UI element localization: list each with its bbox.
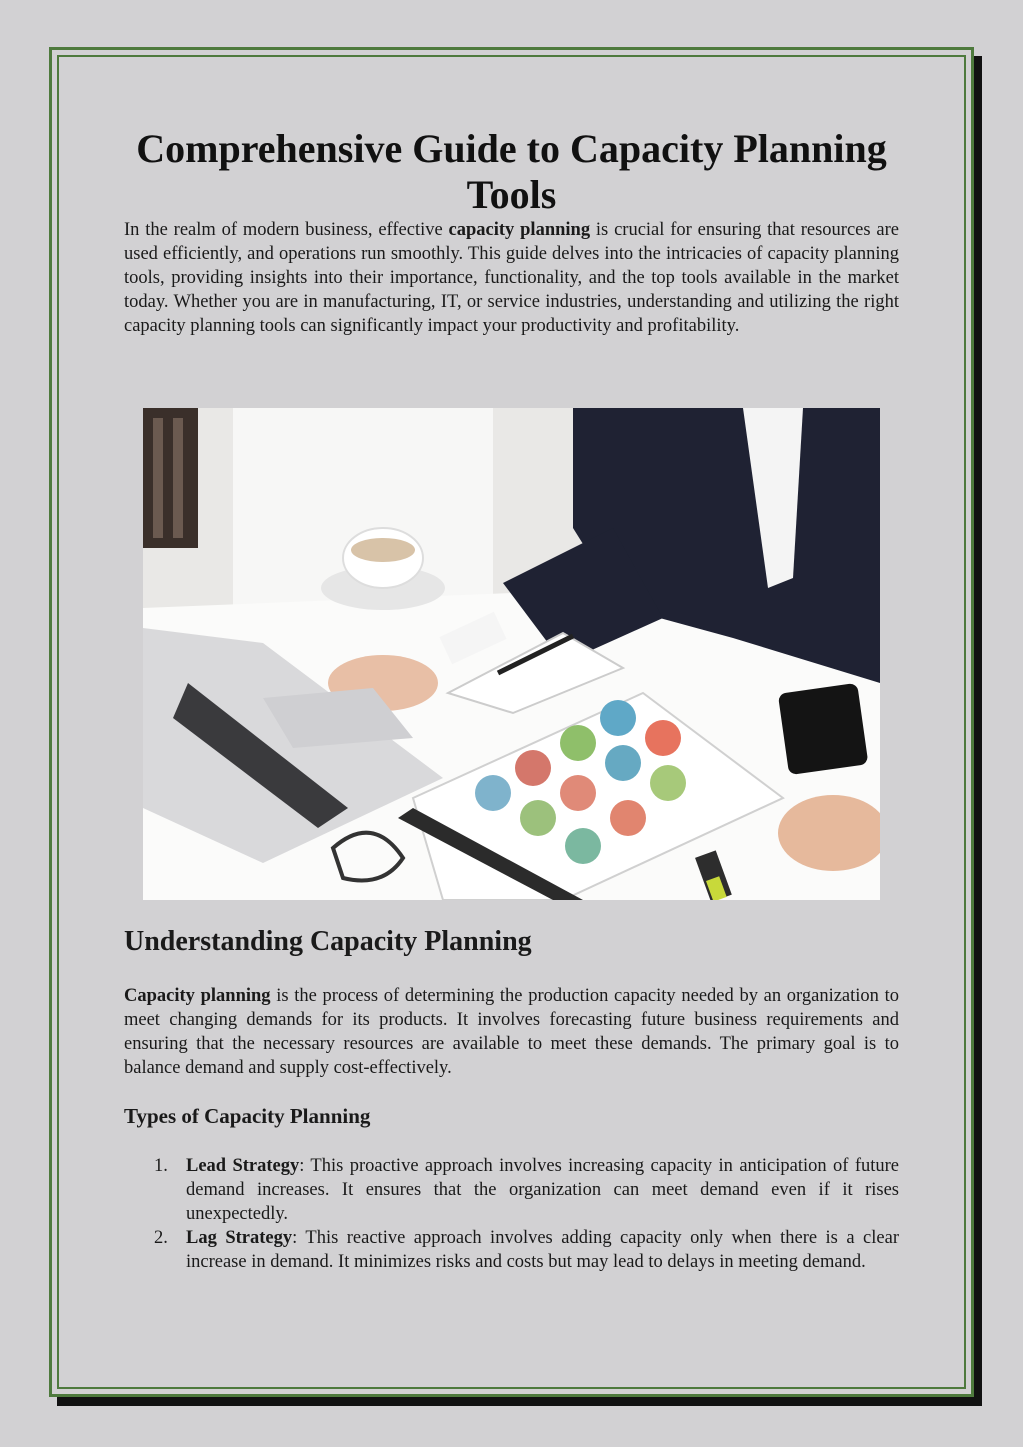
- types-heading: Types of Capacity Planning: [124, 1104, 371, 1128]
- definition-text: is the process of determining the production capacity needed by an organization to meet changing demands for its products. It involves forecasting future business requirements and ensuring that the necessary resources are available to meet these demands. The primary goal is to balance demand and supply cost-effectively.: [124, 986, 899, 1078]
- section-heading: Understanding Capacity Planning: [124, 926, 532, 957]
- list-item-lag-strategy: [124, 1226, 899, 1274]
- hero-illustration: [143, 408, 880, 900]
- list-item-term: Lag Strategy: [186, 1228, 293, 1248]
- definition-paragraph: [124, 984, 899, 1080]
- intro-text-start: In the realm of modern business, effective: [124, 220, 449, 240]
- document-title: Comprehensive Guide to Capacity Planning Tools: [136, 126, 887, 217]
- hero-photo-office-desk: [143, 408, 880, 900]
- types-list: [124, 1154, 899, 1274]
- list-item-text: : This reactive approach involves adding capacity only when there is a clear increase in demand. It minimizes risks and costs but may lead to delays in meeting demand.: [186, 1228, 899, 1272]
- intro-block: [124, 126, 899, 338]
- list-item-term: Lead Strategy: [186, 1156, 300, 1176]
- list-item-text: : This proactive approach involves increasing capacity in anticipation of future demand increases. It ensures that the organization can meet demand even if it rises unexpectedly.: [186, 1156, 899, 1224]
- intro-paragraph: [124, 218, 899, 338]
- list-item-number: 2.: [154, 1228, 168, 1248]
- intro-text-end: is crucial for ensuring that resources are used efficiently, and operations run smoothly. This guide delves into the intricacies of capacity planning tools, providing insights into their importance, functionality, and the top tools available in the market today. Whether you are in manufacturing, IT, or service industries, understanding and utilizing the right capacity planning tools can significantly impact your productivity and profitability.: [124, 220, 900, 336]
- list-item-lead-strategy: [124, 1154, 899, 1226]
- intro-keyword: capacity planning: [448, 220, 591, 240]
- list-item-number: 1.: [154, 1156, 168, 1176]
- definition-term: Capacity planning: [124, 986, 271, 1006]
